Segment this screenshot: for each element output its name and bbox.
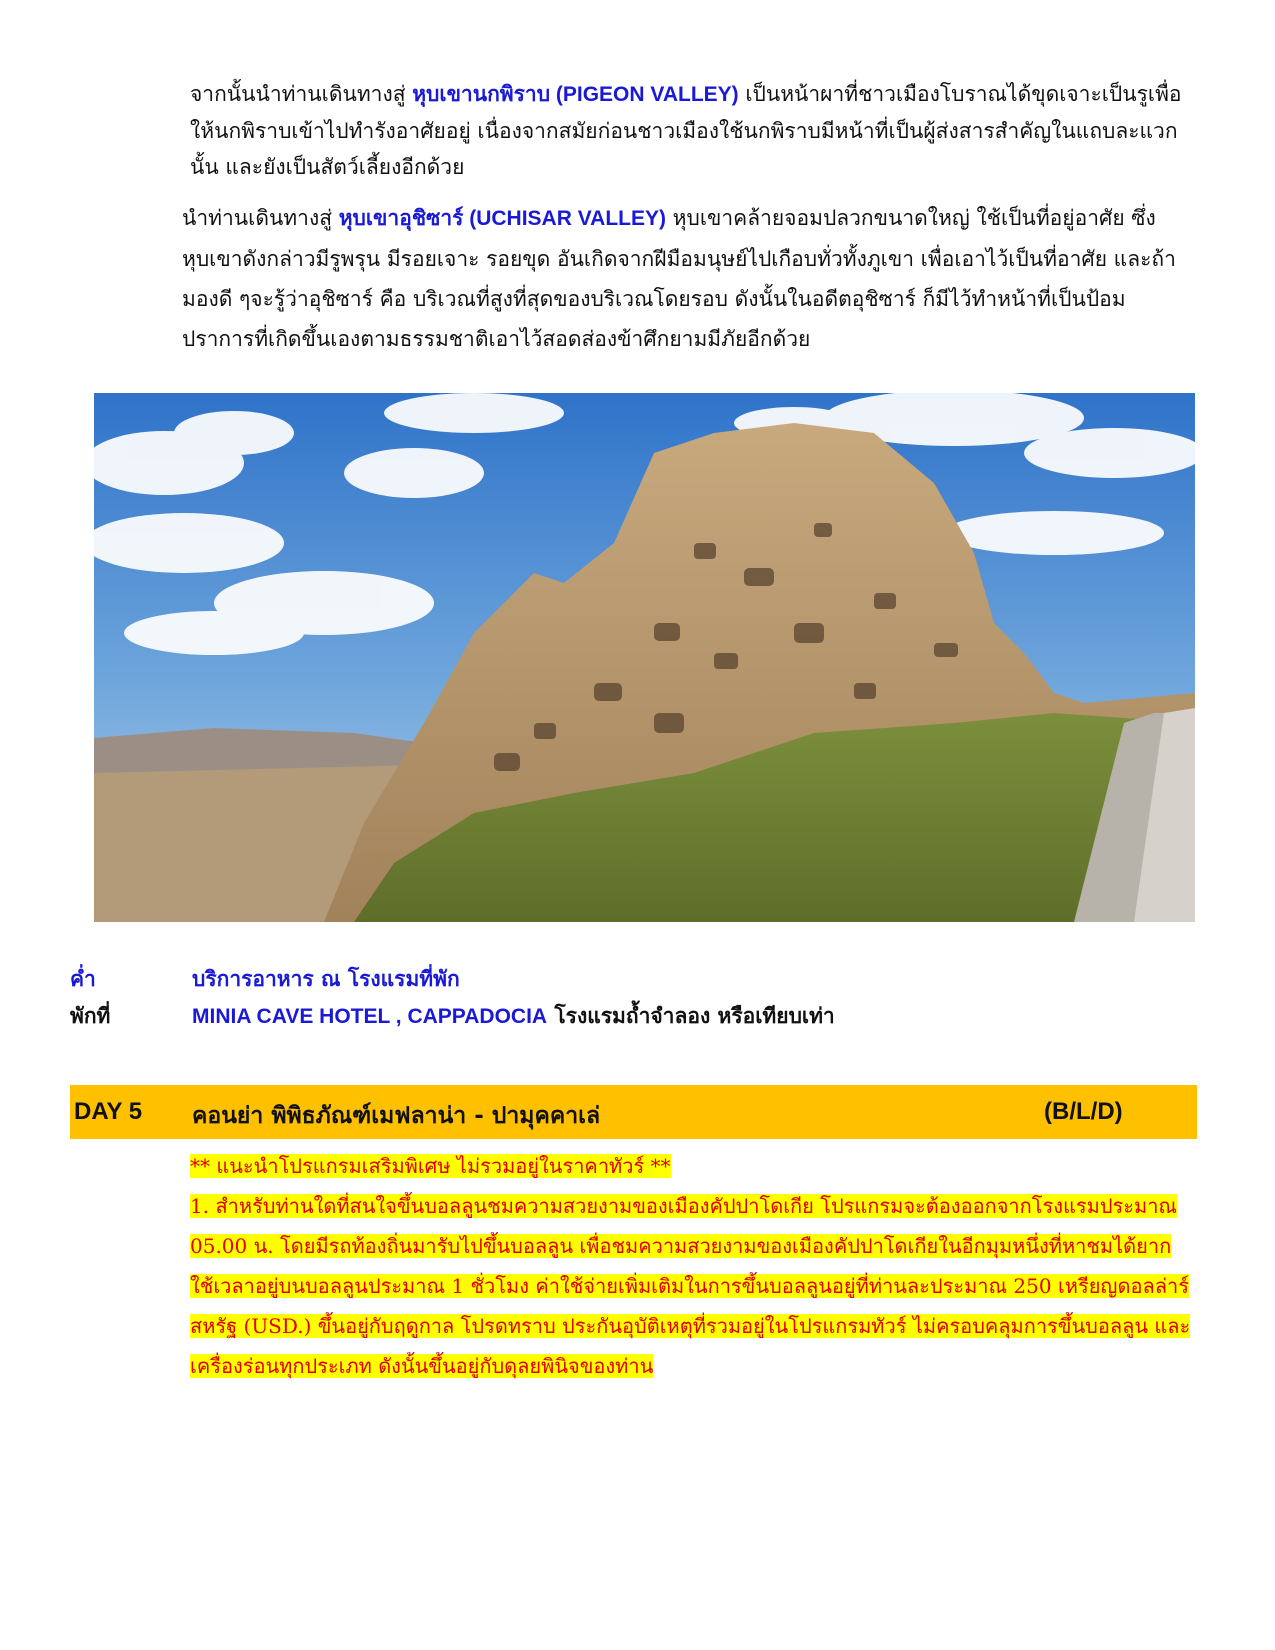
uchisar-castle-photo	[94, 393, 1195, 922]
para2-prefix: นำท่านเดินทางสู่	[182, 206, 339, 230]
pigeon-valley-highlight: หุบเขานกพิราบ (PIGEON VALLEY)	[412, 83, 739, 106]
hotel-label: พักที่	[70, 1003, 111, 1028]
day-header-bar	[70, 1085, 1197, 1139]
para2-rest: หุบเขาคล้ายจอมปลวกขนาดใหญ่ ใช้เป็นที่อยู่อาศัย ซึ่งหุบเขาดังกล่าวมีรูพรุน มีรอยเจาะ รอยขุด อันเกิดจากฝีมือมนุษย์ไปเกือบทั่วทั้งภูเขา เพื่อเอาไว้เป็นที่อาศัย และถ้ามองดี ๆจะรู้ว่าอุชิซาร์ คือ บริเวณที่สูงที่สุดของบริเวณโดยรอบ ดังนั้นในอดีตอุชิซาร์ ก็มีไว้ทำหน้าที่เป็นป้อมปราการที่เกิดขึ้นเองตามธรรมชาติเอาไว้สอดส่องข้าศึกยามมีภัยอีกด้วย	[182, 206, 1176, 351]
dinner-value: บริการอาหาร ณ โรงแรมที่พัก	[192, 966, 460, 991]
optional-body: 1. สำหรับท่านใดที่สนใจขึ้นบอลลูนชมความสวยงามของเมืองคัปปาโดเกีย โปรแกรมจะต้องออกจากโรงแรมประมาณ 05.00 น. โดยมีรถท้องถิ่นมารับไปขึ้นบอลลูน เพื่อชมความสวยงามของเมืองคัปปาโดเกียในอีกมุมหนึ่งที่หาชมได้ยาก ใช้เวลาอยู่บนบอลลูนประมาณ 1 ชั่วโมง ค่าใช้จ่ายเพิ่มเติมในการขึ้นบอลลูนอยู่ที่ท่านละประมาณ 250 เหรียญดอลล่าร์สหรัฐ (USD.) ขึ้นอยู่กับฤดูกาล โปรดทราบ ประกันอุบัติเหตุที่รวมอยู่ในโปรแกรมทัวร์ ไม่ครอบคลุมการขึ้นบอลลูน และ เครื่องร่อนทุกประเภท ดังนั้นขึ้นอยู่กับดุลยพินิจของท่าน	[190, 1194, 1191, 1378]
hotel-value	[192, 1000, 835, 1033]
day-meals: (B/L/D)	[1044, 1098, 1123, 1125]
para1-prefix: จากนั้นนำท่านเดินทางสู่	[190, 82, 413, 106]
paragraph-uchisar-valley	[182, 198, 1192, 359]
day-title: คอนย่า พิพิธภัณฑ์เมฟลาน่า - ปามุคคาเล่	[192, 1103, 601, 1129]
uchisar-valley-highlight: หุบเขาอุชิซาร์ (UCHISAR VALLEY)	[338, 207, 666, 230]
optional-heading: ** แนะนำโปรแกรมเสริมพิเศษ ไม่รวมอยู่ในราคาทัวร์ **	[190, 1154, 671, 1178]
day-number: DAY 5	[74, 1098, 143, 1125]
paragraph-pigeon-valley	[190, 76, 1190, 185]
para1-rest: เป็นหน้าผาที่ชาวเมืองโบราณได้ขุดเจาะเป็นรูเพื่อให้นกพิราบเข้าไปทำรังอาศัยอยู่ เนื่องจากสมัยก่อนชาวเมืองใช้นกพิราบมีหน้าที่เป็นผู้ส่งสารสำคัญในแถบละแวกนั้น และยังเป็นสัตว์เลี้ยงอีกด้วย	[190, 82, 1182, 179]
hotel-note: โรงแรมถ้ำจำลอง หรือเทียบเท่า	[547, 1003, 835, 1028]
dinner-label: ค่ำ	[70, 966, 96, 991]
optional-program	[190, 1146, 1195, 1386]
hotel-name: MINIA CAVE HOTEL , CAPPADOCIA	[192, 1005, 548, 1028]
